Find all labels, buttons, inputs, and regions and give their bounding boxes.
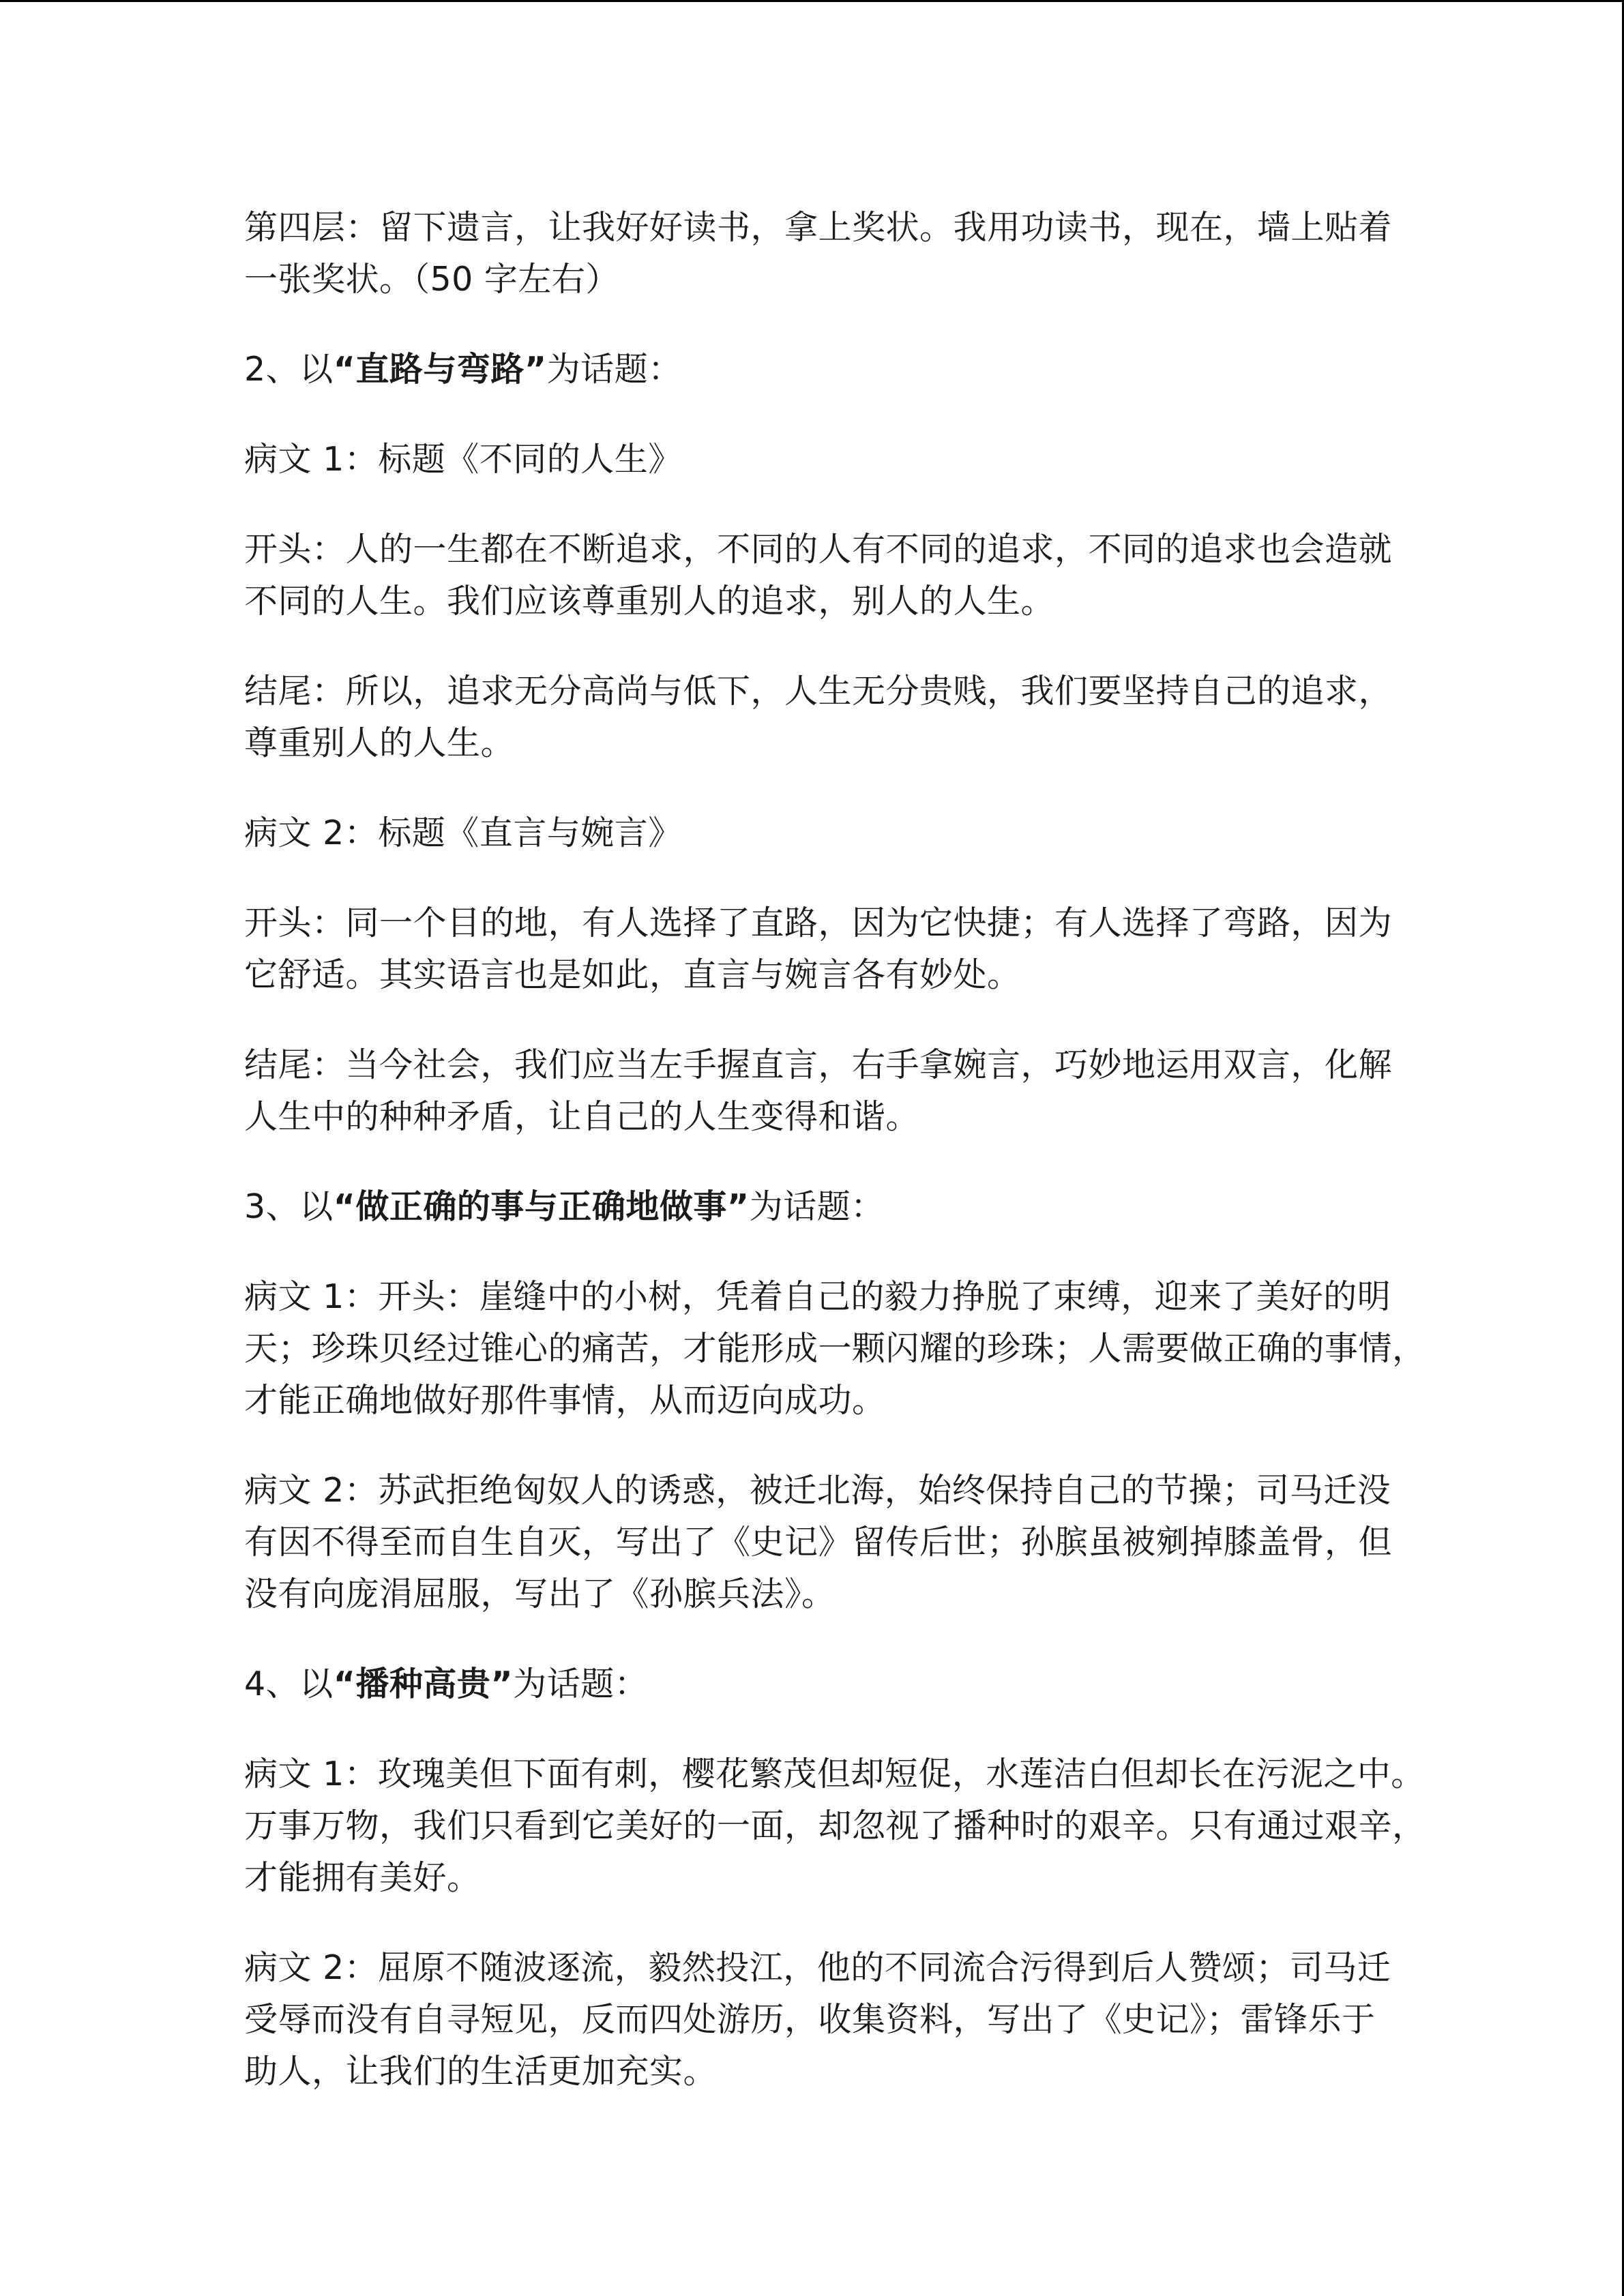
sample-2-1-ending: [244, 666, 1393, 769]
topic-heading-4: [244, 1658, 1390, 1710]
text-line: 第四层：留下遗言，让我好好读书，拿上奖状。我用功读书，现在，墙上贴着: [244, 208, 1393, 247]
text-line: 病文 2：标题《直言与婉言》: [244, 814, 682, 852]
paragraph-layer-four: [244, 202, 1393, 305]
text-line: 没有向庞涓屈服，写出了《孙膑兵法》。: [244, 1575, 836, 1613]
heading-prefix: 2、以: [244, 350, 334, 389]
text-line: 开头：人的一生都在不断追求，不同的人有不同的追求，不同的追求也会造就: [244, 530, 1393, 569]
text-line: 结尾：所以，追求无分高尚与低下，人生无分贵贱，我们要坚持自己的追求，: [244, 672, 1393, 711]
sample-2-1-opening: [244, 524, 1393, 627]
heading-prefix: 3、以: [244, 1187, 334, 1226]
sample-2-1-title: [244, 434, 1390, 486]
heading-suffix: 为话题：: [513, 1665, 649, 1703]
sample-3-1: [244, 1271, 1426, 1427]
text-line: 病文 1：开头：崖缝中的小树，凭着自己的毅力挣脱了束缚，迎来了美好的明: [244, 1277, 1391, 1316]
sample-2-2-ending: [244, 1039, 1393, 1143]
sample-3-2: [244, 1465, 1393, 1620]
topic-heading-3: [244, 1181, 1390, 1233]
text-line: 病文 2：苏武拒绝匈奴人的诱惑，被迁北海，始终保持自己的节操；司马迁没: [244, 1471, 1391, 1510]
text-line: 一张奖状。（50 字左右）: [244, 260, 619, 299]
text-line: 病文 2：屈原不随波逐流，毅然投江，他的不同流合污得到后人赞颂；司马迁: [244, 1948, 1391, 1987]
heading-topic: “直路与弯路”: [333, 350, 547, 389]
text-line: 不同的人生。我们应该尊重别人的追求，别人的人生。: [244, 582, 1055, 621]
heading-line: [244, 344, 1390, 396]
text-line: 才能拥有美好。: [244, 1858, 481, 1897]
sample-2-2-opening: [244, 897, 1393, 1001]
sample-4-1: [244, 1748, 1426, 1904]
heading-suffix: 为话题：: [749, 1187, 885, 1226]
text-line: 人生中的种种矛盾，让自己的人生变得和谐。: [244, 1097, 920, 1136]
topic-heading-2: [244, 344, 1390, 396]
heading-suffix: 为话题：: [546, 350, 682, 389]
text-line: 有因不得至而自生自灭，写出了《史记》留传后世；孙膑虽被剜掉膝盖骨，但: [244, 1523, 1393, 1562]
heading-topic: “做正确的事与正确地做事”: [333, 1187, 750, 1226]
text-line: 天；珍珠贝经过锥心的痛苦，才能形成一颗闪耀的珍珠；人需要做正确的事情，: [244, 1329, 1426, 1368]
text-line: 万事万物，我们只看到它美好的一面，却忽视了播种时的艰辛。只有通过艰辛，: [244, 1806, 1426, 1845]
text-line: 尊重别人的人生。: [244, 724, 515, 762]
text-line: 结尾：当今社会，我们应当左手握直言，右手拿婉言，巧妙地运用双言，化解: [244, 1045, 1393, 1084]
text-line: 才能正确地做好那件事情，从而迈向成功。: [244, 1381, 886, 1420]
sample-4-2: [244, 1942, 1390, 2098]
document-body: [244, 202, 1426, 2136]
text-line: 病文 1：玫瑰美但下面有刺，樱花繁茂但却短促，水莲洁白但却长在污泥之中。: [244, 1755, 1425, 1793]
heading-line: [244, 1181, 1390, 1233]
text-line: 病文 1：标题《不同的人生》: [244, 440, 682, 479]
sample-2-2-title: [244, 807, 1390, 859]
text-line: 它舒适。其实语言也是如此，直言与婉言各有妙处。: [244, 955, 1021, 994]
text-line: 助人，让我们的生活更加充实。: [244, 2052, 718, 2091]
text-line: 开头：同一个目的地，有人选择了直路，因为它快捷；有人选择了弯路，因为: [244, 904, 1393, 942]
heading-topic: “播种高贵”: [333, 1665, 514, 1703]
heading-prefix: 4、以: [244, 1665, 334, 1703]
text-line: 受辱而没有自寻短见，反而四处游历，收集资料，写出了《史记》；雷锋乐于: [244, 2000, 1376, 2039]
heading-line: [244, 1658, 1390, 1710]
